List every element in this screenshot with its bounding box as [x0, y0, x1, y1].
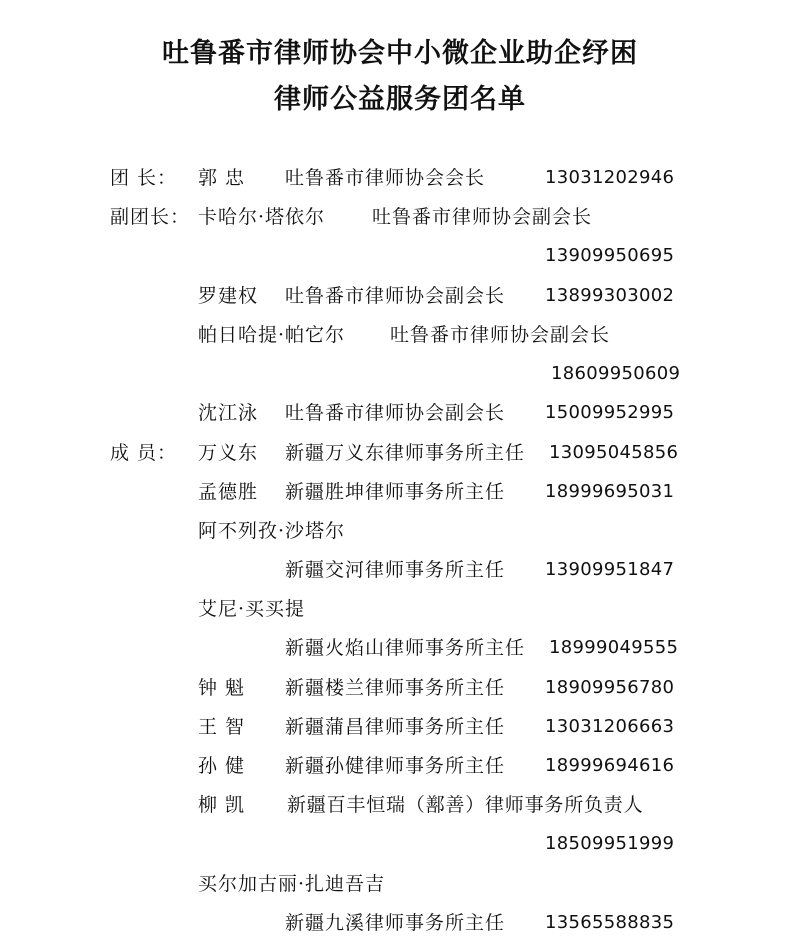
member-label: 成 员： — [110, 442, 178, 464]
leader-name: 郭 忠 — [198, 167, 246, 189]
deputy-phone: 13909950695 — [545, 245, 675, 266]
member-name: 王 智 — [198, 716, 246, 738]
title-line-1: 吐鲁番市律师协会中小微企业助企纾困 — [162, 38, 638, 69]
member-role: 新疆楼兰律师事务所主任 — [285, 677, 506, 699]
member-phone: 13909951847 — [545, 559, 675, 580]
member-name: 万义东 — [198, 442, 259, 464]
deputy-phone: 18609950609 — [551, 363, 681, 384]
member-role: 新疆交河律师事务所主任 — [285, 559, 506, 581]
member-phone: 18509951999 — [545, 833, 675, 854]
leader-label: 团 长： — [110, 167, 178, 189]
deputy-name: 帕日哈提·帕它尔 — [198, 324, 346, 346]
member-name: 柳 凯 — [198, 794, 246, 816]
member-phone: 18909956780 — [545, 677, 675, 698]
title-line-2: 律师公益服务团名单 — [274, 84, 526, 115]
member-phone: 13095045856 — [549, 442, 679, 463]
member-phone: 13031206663 — [545, 716, 675, 737]
deputy-name: 沈江泳 — [198, 402, 259, 424]
deputy-label: 副团长： — [110, 206, 191, 228]
deputy-name: 卡哈尔·塔依尔 — [198, 206, 326, 228]
member-name: 钟 魁 — [198, 677, 246, 699]
member-role: 新疆百丰恒瑞（鄯善）律师事务所负责人 — [287, 794, 644, 816]
deputy-name: 罗建权 — [198, 285, 259, 307]
deputy-phone: 13899303002 — [545, 285, 675, 306]
member-role: 新疆孙健律师事务所主任 — [285, 755, 506, 777]
deputy-phone: 15009952995 — [545, 402, 675, 423]
member-name: 孙 健 — [198, 755, 246, 777]
member-name: 买尔加古丽·扎迪吾吉 — [198, 873, 386, 895]
leader-role: 吐鲁番市律师协会会长 — [285, 167, 486, 189]
member-phone: 18999049555 — [549, 637, 679, 658]
deputy-role: 吐鲁番市律师协会副会长 — [285, 285, 506, 307]
member-role: 新疆蒲昌律师事务所主任 — [285, 716, 506, 738]
member-name: 艾尼·买买提 — [198, 598, 306, 620]
member-phone: 18999695031 — [545, 481, 675, 502]
member-role: 新疆火焰山律师事务所主任 — [285, 637, 526, 659]
member-phone: 13565588835 — [545, 912, 675, 933]
deputy-role: 吐鲁番市律师协会副会长 — [285, 402, 506, 424]
member-role: 新疆胜坤律师事务所主任 — [285, 481, 506, 503]
member-phone: 18999694616 — [545, 755, 675, 776]
member-role: 新疆万义东律师事务所主任 — [285, 442, 526, 464]
member-name: 孟德胜 — [198, 481, 259, 503]
deputy-role: 吐鲁番市律师协会副会长 — [372, 206, 593, 228]
member-name: 阿不列孜·沙塔尔 — [198, 520, 346, 542]
deputy-role: 吐鲁番市律师协会副会长 — [390, 324, 611, 346]
leader-phone: 13031202946 — [545, 167, 675, 188]
member-role: 新疆九溪律师事务所主任 — [285, 912, 506, 934]
